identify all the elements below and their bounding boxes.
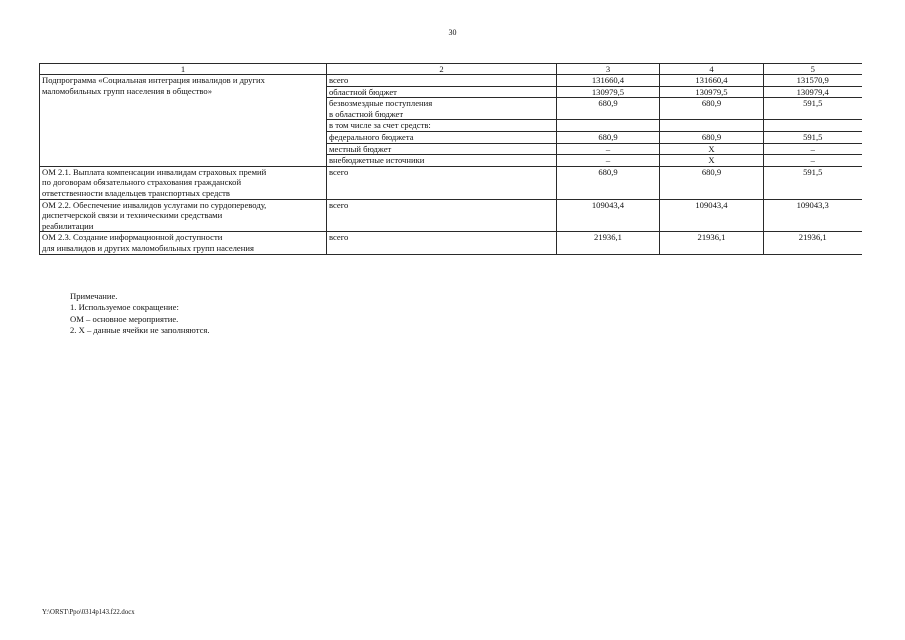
row-group-name: [40, 199, 327, 232]
note-line: ОМ – основное мероприятие.: [70, 313, 179, 324]
value-cell-col-4: X: [660, 143, 764, 155]
value-cell-col-3: 680,9: [557, 131, 660, 143]
value-cell-col-4: 680,9: [660, 98, 764, 120]
funding-source-cell: [327, 166, 557, 199]
value-cell-col-3: 131660,4: [557, 75, 660, 87]
col-header-4: 4: [660, 64, 764, 75]
row-group-name-line: ответственности владельцев транспортных средств: [42, 187, 230, 198]
value-cell-col-4: 21936,1: [660, 232, 764, 254]
funding-source-line: внебюджетные источники: [329, 155, 425, 166]
note-line: Примечание.: [70, 291, 118, 301]
value-cell-col-3: 21936,1: [557, 232, 660, 254]
row-group-name: [40, 75, 327, 167]
row-group-name-line: Подпрограмма «Социальная интеграция инвалидов и других: [42, 75, 265, 85]
value-cell-col-5: [764, 120, 862, 132]
funding-source-line: в том числе за счет средств:: [329, 120, 431, 131]
funding-source-line: всего: [329, 232, 349, 243]
col-header-2: 2: [327, 64, 557, 75]
value-cell-col-3: 109043,4: [557, 199, 660, 232]
row-group-name-line: маломобильных групп населения в общество»: [42, 85, 213, 96]
page-number: 30: [448, 28, 457, 37]
col-header-5: 5: [764, 64, 862, 75]
table-row: [40, 199, 862, 232]
value-cell-col-4: 680,9: [660, 131, 764, 143]
funding-source-line: местный бюджет: [329, 143, 392, 154]
funding-source-line: безвозмездные поступления: [329, 98, 433, 109]
funding-source-cell: [327, 199, 557, 232]
funding-source-cell: [327, 75, 557, 87]
col-header-3: 3: [557, 64, 660, 75]
col-header-1: 1: [40, 64, 327, 75]
table-header-row: [40, 64, 862, 75]
note-line: 2. X – данные ячейки не заполняются.: [70, 325, 210, 336]
value-cell-col-5: 109043,3: [764, 199, 862, 232]
funding-source-cell: [327, 143, 557, 155]
value-cell-col-3: –: [557, 143, 660, 155]
funding-source-cell: [327, 131, 557, 143]
value-cell-col-4: [660, 120, 764, 132]
row-group-name-line: диспетчерской связи и техническими средствами: [42, 210, 223, 221]
value-cell-col-4: 131660,4: [660, 75, 764, 87]
table-row: [40, 232, 862, 254]
value-cell-col-3: 680,9: [557, 98, 660, 120]
row-group-name: [40, 232, 327, 254]
value-cell-col-5: –: [764, 143, 862, 155]
value-cell-col-5: 591,5: [764, 98, 862, 120]
value-cell-col-5: 21936,1: [764, 232, 862, 254]
funding-source-line: всего: [329, 166, 349, 177]
budget-table: [39, 63, 862, 255]
value-cell-col-4: 680,9: [660, 166, 764, 199]
funding-source-cell: [327, 98, 557, 120]
row-group-name-line: для инвалидов и других маломобильных групп населения: [42, 242, 254, 253]
funding-source-line: всего: [329, 75, 349, 85]
value-cell-col-5: 131570,9: [764, 75, 862, 87]
row-group-name-line: ОМ 2.3. Создание информационной доступности: [42, 232, 223, 243]
value-cell-col-5: 591,5: [764, 166, 862, 199]
value-cell-col-4: 109043,4: [660, 199, 764, 232]
row-group-name-line: ОМ 2.2. Обеспечение инвалидов услугами по сурдопереводу,: [42, 199, 267, 210]
funding-source-cell: [327, 120, 557, 132]
value-cell-col-5: 591,5: [764, 131, 862, 143]
row-group-name-line: по договорам обязательного страхования гражданской: [42, 177, 242, 188]
funding-source-cell: [327, 155, 557, 167]
value-cell-col-5: 130979,4: [764, 86, 862, 98]
row-group-name-line: ОМ 2.1. Выплата компенсации инвалидам страховых премий: [42, 166, 267, 177]
table-row: [40, 75, 862, 87]
table-row: [40, 166, 862, 199]
value-cell-col-4: 130979,5: [660, 86, 764, 98]
notes: [70, 291, 210, 337]
value-cell-col-5: –: [764, 155, 862, 167]
funding-source-line: областной бюджет: [329, 86, 397, 97]
value-cell-col-4: X: [660, 155, 764, 167]
value-cell-col-3: 130979,5: [557, 86, 660, 98]
funding-source-line: федерального бюджета: [329, 131, 414, 142]
row-group-name-line: реабилитации: [42, 220, 94, 231]
funding-source-cell: [327, 232, 557, 254]
note-line: 1. Используемое сокращение:: [70, 302, 179, 313]
value-cell-col-3: 680,9: [557, 166, 660, 199]
row-group-name: [40, 166, 327, 199]
funding-source-line: в областной бюджет: [329, 108, 404, 119]
value-cell-col-3: –: [557, 155, 660, 167]
value-cell-col-3: [557, 120, 660, 132]
funding-source-cell: [327, 86, 557, 98]
file-path-footer: Y:\ORST\Ppo\0314p143.f22.docx: [42, 609, 135, 616]
funding-source-line: всего: [329, 199, 349, 210]
